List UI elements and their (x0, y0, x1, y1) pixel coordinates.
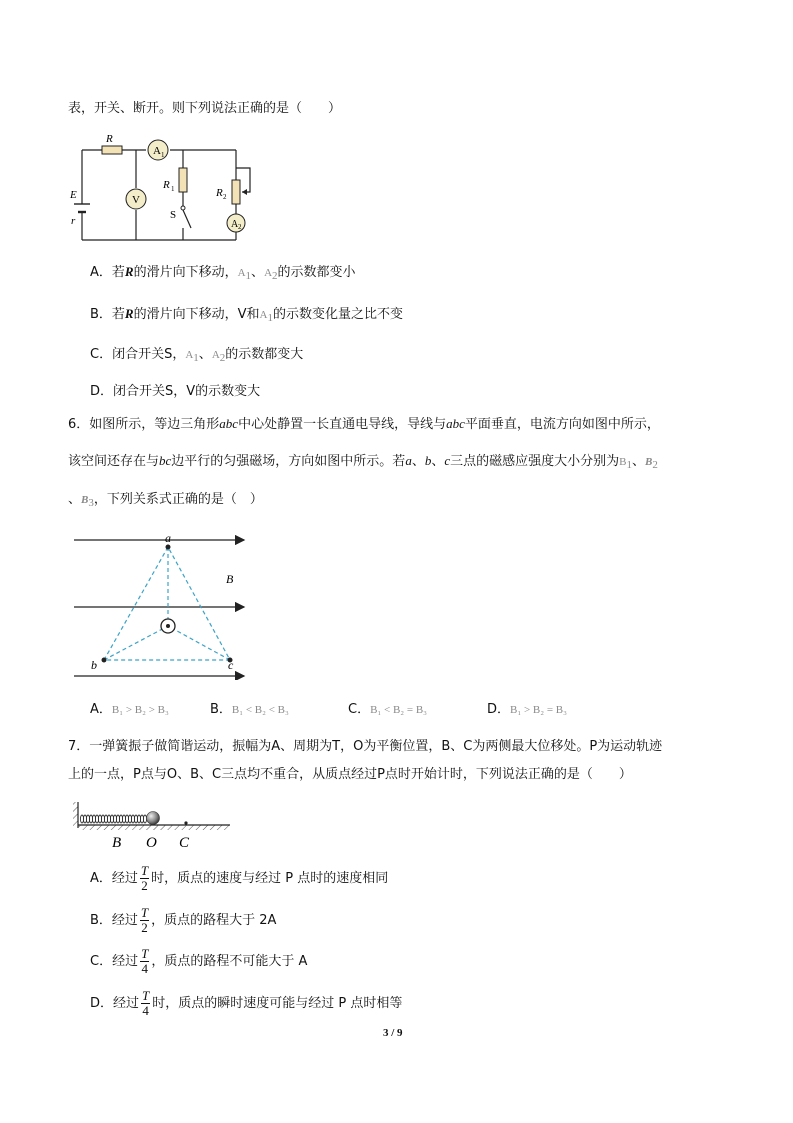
q5-stem-tail: 表，开关、断开。则下列说法正确的是（ ） (68, 101, 342, 116)
ammeter-a1-label: A (153, 145, 161, 157)
q7-option-c: C．经过 $\frac{T}{4}$ ，质点的路程不可能大于 A (90, 946, 308, 976)
label-b: b (91, 658, 97, 672)
q5-option-a: A．若R的滑片向下移动，$A_1$、$A_2$的示数都变小 (90, 264, 356, 282)
rheostat-r2-icon (232, 180, 240, 204)
page-number: 3 / 9 (383, 1027, 403, 1039)
label-r: R (106, 133, 113, 145)
label-pos-c: C (179, 835, 190, 851)
q6-option-b: B．B₁ < B₂ < B₃ (210, 702, 289, 717)
rheostat-arrow-icon (242, 189, 247, 195)
q7-option-d: D．经过 $\frac{T}{4}$ 时，质点的瞬时速度可能与经过 P 点时相等 (90, 988, 403, 1018)
label-r2: R (216, 187, 223, 199)
q5-circuit-diagram (66, 132, 266, 248)
label-a: a (165, 531, 171, 545)
current-dot-icon (166, 624, 170, 628)
q7-spring-oscillator-figure (70, 800, 234, 852)
q6-stem-line2: 该空间还存在与bc边平行的匀强磁场，方向如图中所示。若a、b、c三点的磁感应强度大小分别为$B_1$、$B_2$ (68, 453, 658, 471)
point-c-dot (184, 821, 187, 824)
wall-hatch-icon (73, 802, 78, 828)
resistor-r-icon (102, 146, 122, 154)
q7-option-b: B．经过 $\frac{T}{2}$ ，质点的路程大于 2A (90, 905, 277, 935)
spring-icon (80, 815, 146, 823)
q6-option-d: D．B₁ > B₂ = B₃ (487, 702, 567, 717)
q7-option-a: A．经过 $\frac{T}{2}$ 时，质点的速度与经过 P 点时的速度相同 (90, 863, 389, 893)
label-internal-r: r (71, 215, 76, 227)
voltmeter-label: V (132, 194, 140, 206)
q5-option-c: C．闭合开关S，$A_1$、$A_2$的示数都变大 (90, 347, 304, 364)
label-c: c (228, 658, 234, 672)
label-field-b: B (226, 572, 234, 586)
resistor-r1-icon (179, 168, 187, 192)
q6-stem-line1: 6．如图所示，等边三角形abc中心处静置一长直通电导线，导线与abc平面垂直，电流方向如图中所示， (68, 416, 660, 432)
label-pos-b: B (112, 835, 122, 851)
ammeter-a1-sub: 1 (161, 151, 165, 159)
q6-option-a: A．B₁ > B₂ > B₃ (90, 702, 169, 717)
triangle-abc (104, 547, 230, 660)
label-r1: R (163, 179, 170, 191)
floor-hatch-icon (78, 825, 230, 830)
label-e: E (70, 189, 77, 201)
q5-option-b: B．若R的滑片向下移动，V和$A_1$的示数变化量之比不变 (90, 306, 403, 324)
q5-option-d: D．闭合开关S，V的示数变大 (90, 384, 261, 399)
q7-stem-line1: 7．一弹簧振子做简谐运动，振幅为A、周期为T，O为平衡位置，B、C为两侧最大位移处。P为运动轨迹 (68, 739, 663, 754)
oscillator-ball-icon (147, 812, 160, 825)
vertex-a-dot (166, 545, 171, 550)
label-s: S (170, 209, 177, 221)
ammeter-a2-label: A (231, 219, 239, 230)
q7-stem-line2: 上的一点，P点与O、B、C三点均不重合，从质点经过P点时开始计时，下列说法正确的是（ ） (68, 767, 632, 782)
label-pos-o: O (146, 835, 157, 851)
vertex-b-dot (102, 658, 107, 663)
label-r1-sub: 1 (171, 185, 175, 193)
q6-magnetic-field-figure (70, 530, 254, 680)
q6-stem-line3: 、$B_3$，下列关系式正确的是（ ） (68, 492, 263, 509)
label-r2-sub: 2 (223, 193, 227, 201)
ammeter-a2-sub: 2 (238, 223, 242, 231)
switch-contact-icon (181, 206, 185, 210)
q6-option-c: C．B₁ < B₂ = B₃ (348, 702, 428, 717)
